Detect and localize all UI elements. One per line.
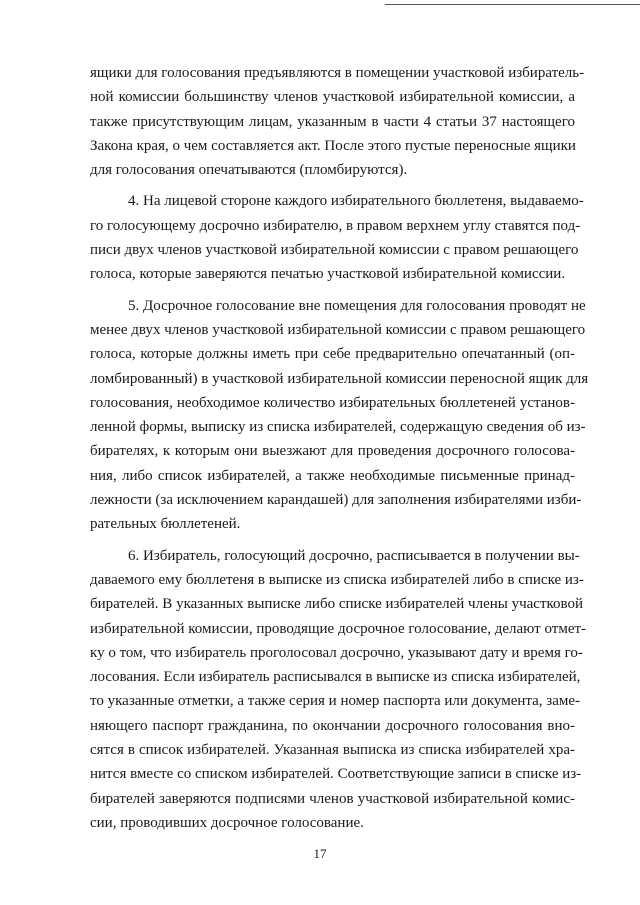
text-line: бирателях, к которым они выезжают для проведения досрочного голосова-: [90, 443, 575, 460]
text-line: даваемого ему бюллетеня в выписке из списка избирателей либо в списке из-: [90, 571, 584, 588]
text-line: 4. На лицевой стороне каждого избирательного бюллетеня, выдаваемо-: [128, 193, 584, 210]
header-rule: [385, 4, 640, 5]
text-line: го голосующему досрочно избирателю, в правом верхнем углу ставятся под-: [90, 217, 581, 234]
text-line: также присутствующим лицам, указанным в части 4 статьи 37 настоящего: [90, 113, 575, 130]
text-line: лежности (за исключением карандашей) для заполнения избирателями изби-: [90, 492, 582, 509]
text-line: ной комиссии большинству членов участковой избирательной комиссии, а: [90, 89, 575, 106]
text-line: голоса, которые должны иметь при себе предварительно опечатанный (оп-: [90, 346, 575, 363]
text-line: голосования, необходимое количество избирательных бюллетеней установ-: [90, 394, 575, 411]
text-line: бирателей. В указанных выписке либо списке избирателей члены участковой: [90, 596, 584, 613]
text-line: рательных бюллетеней.: [90, 516, 241, 533]
text-line: то указанные отметки, а также серия и номер паспорта или документа, заме-: [90, 693, 581, 710]
text-line: нится вместе со списком избирателей. Соответствующие записи в списке из-: [90, 766, 582, 783]
text-line: 6. Избиратель, голосующий досрочно, расписывается в получении вы-: [128, 547, 580, 564]
text-line: ломбированный) в участковой избирательной комиссии переносной ящик для: [90, 370, 589, 387]
text-line: ящики для голосования предъявляются в помещении участковой избиратель-: [90, 65, 585, 81]
text-line: ленной формы, выписку из списка избирателей, содержащую сведения об из-: [90, 419, 586, 436]
text-line: сии, проводивших досрочное голосование.: [90, 814, 364, 831]
document-body: [90, 61, 589, 835]
text-line: голоса, которые заверяются печатью участковой избирательной комиссии.: [90, 266, 566, 283]
paragraph: [90, 544, 587, 836]
text-line: писи двух членов участковой избирательной комиссии с правом решающего: [90, 242, 579, 259]
text-line: сятся в список избирателей. Указанная выписка из списка избирателей хра-: [90, 742, 575, 759]
paragraph: [90, 294, 589, 537]
text-line: ния, либо список избирателей, а также необходимые письменные принад-: [90, 467, 575, 484]
text-line: 5. Досрочное голосование вне помещения для голосования проводят не: [128, 297, 586, 314]
text-line: для голосования опечатываются (пломбируются).: [90, 162, 408, 179]
page-number: 17: [313, 846, 327, 861]
text-line: ку о том, что избиратель проголосовал досрочно, указывают дату и время го-: [90, 644, 583, 661]
text-line: менее двух членов участковой избирательной комиссии с правом решающего: [90, 321, 586, 338]
text-line: Закона края, о чем составляется акт. После этого пустые переносные ящики: [90, 137, 576, 154]
paragraph: [90, 189, 584, 286]
text-line: бирателей заверяются подписями членов участковой избирательной комис-: [90, 790, 575, 807]
paragraph: [90, 61, 585, 182]
text-line: няющего паспорт гражданина, по окончании досрочного голосования вно-: [90, 717, 575, 734]
text-line: избирательной комиссии, проводящие досрочное голосование, делают отмет-: [90, 620, 587, 637]
text-line: лосования. Если избиратель расписывался в выписке из списка избирателей,: [90, 669, 581, 686]
